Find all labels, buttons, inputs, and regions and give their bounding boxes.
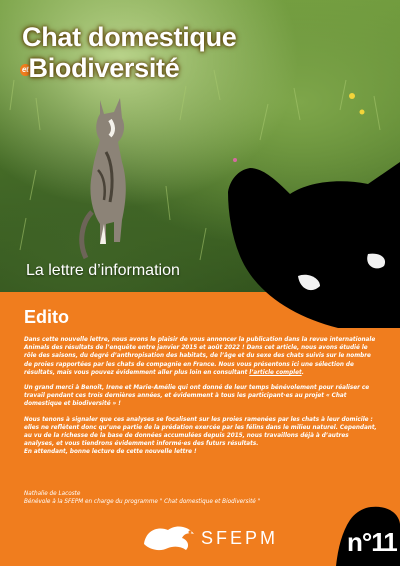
title-line2: Biodiversité (28, 53, 180, 83)
edito-paragraph-1 (24, 336, 380, 377)
signature (24, 490, 260, 506)
title-line1: Chat domestique (22, 22, 237, 52)
edito-paragraph-3: Nous tenons à signaler que ces analyses se focalisent sur les proies ramenées par les chats à leur domicile : elles ne reflètent donc qu’une partie de la prédation exercée par les félins dans le milieu naturel. Cependant, au vu de la richesse de la base de données accumulées depuis 2015, nous travaillons déjà à d’autres analyses, et vous tiendrons évidemment informé·es des futurs résultats. (24, 416, 377, 448)
edito-paragraph-2: Un grand merci à Benoît, Irene et Marie-Amélie qui ont donné de leur temps bénévolement pour réaliser ce travail pendant ces trois dernières années, et évidemment à tous les participant·es au projet « Chat domestique et biodiversité » ! (24, 385, 370, 408)
newsletter-subtitle: La lettre d’information (26, 262, 180, 279)
signature-name: Nathalie de Lacoste (24, 491, 81, 497)
sfepm-logo-text: SFEPM (201, 528, 279, 548)
black-cat-icon (228, 148, 400, 328)
paragraph-1-text: Dans cette nouvelle lettre, nous avons le plaisir de vous annoncer la publication dans la revue internationale Animals des résultats de l’enquête entre janvier 2015 et août 2022 ! Dans cet article, nous avons étudié le rôle des saisons, du degré d’anthropisation des habitats, de l’âge et du sexe des chats suivis sur le nombre de proies rapportées par les chats de compagnie en France. Nous vous présentons ici une sélection de résultats, mais vous pouvez évidemment aller plus loin en consultant (24, 337, 376, 376)
paragraph-1-end: . (301, 369, 304, 376)
edito-heading: Edito (24, 307, 69, 327)
title-et: et (22, 64, 29, 74)
article-link[interactable]: l’article complet (249, 369, 302, 376)
tabby-cat-image (70, 92, 140, 262)
sfepm-logo-icon (140, 520, 200, 554)
issue-number: n°11 (347, 527, 397, 557)
signature-role: Bénévole à la SFEPM en charge du programme " Chat domestique et Biodiversité " (24, 499, 261, 506)
edito-text (24, 336, 380, 464)
edito-paragraph-4: En attendant, bonne lecture de cette nouvelle lettre ! (24, 449, 197, 456)
newsletter-title (22, 22, 237, 84)
